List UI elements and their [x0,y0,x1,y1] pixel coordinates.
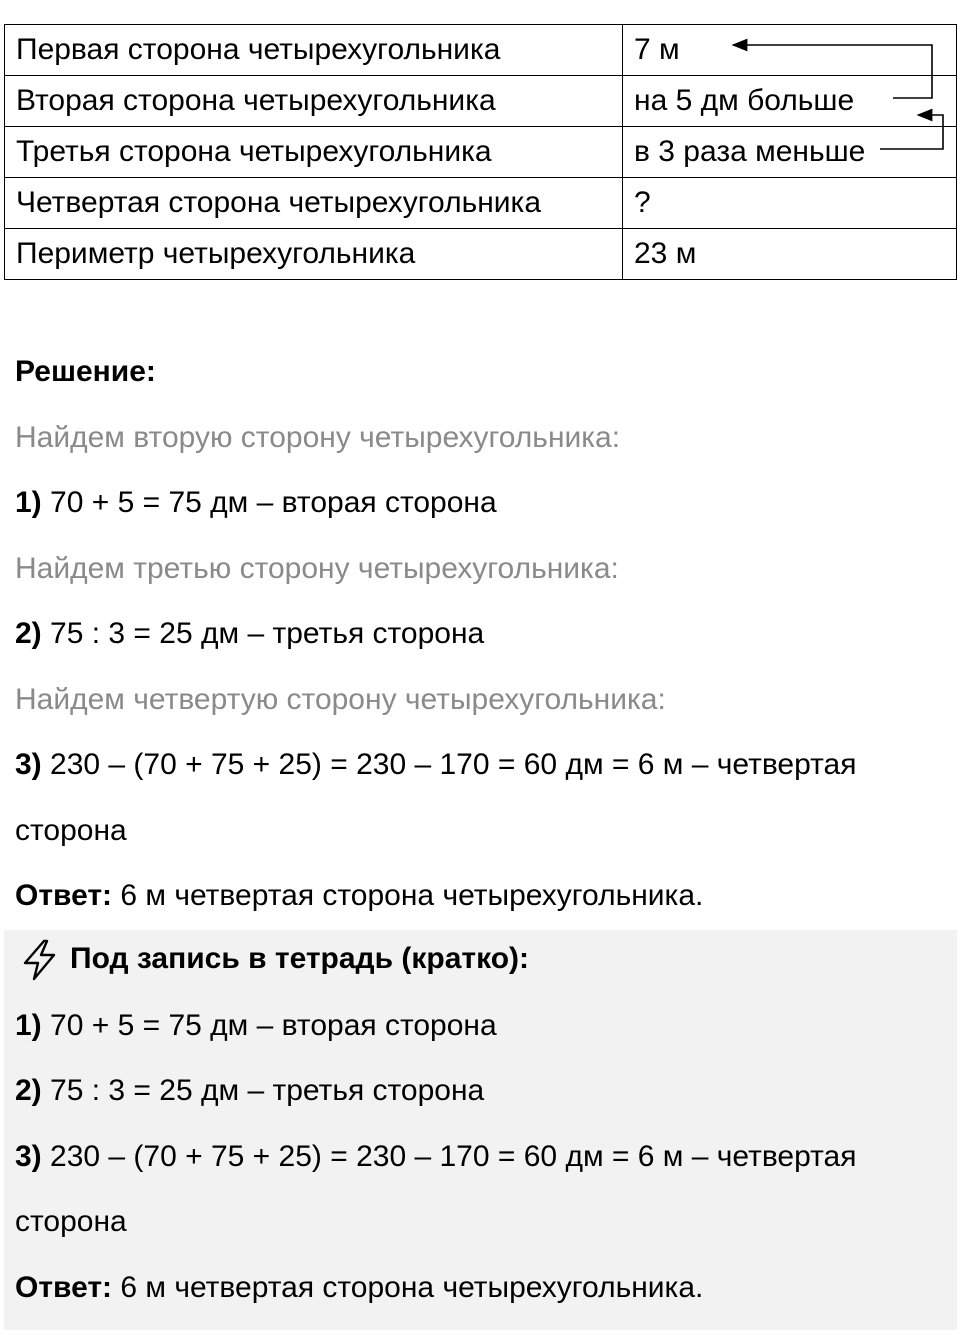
step-number: 3) [15,748,42,781]
table-row [5,178,957,229]
solution-hint-3: Найдем четвертую сторону четырехугольника: [15,683,666,716]
step-text: 70 + 5 = 75 дм – вторая сторона [41,1009,497,1042]
condition-table [4,24,957,282]
row-value: 7 м [623,25,957,76]
solution-step-3-continued: сторона [15,814,127,847]
solution-answer [15,876,703,916]
step-text: 230 – (70 + 75 + 25) = 230 – 170 = 60 дм = 6 м – четвертая [41,748,857,781]
step-number: 1) [15,1009,42,1042]
summary-answer [15,1268,703,1308]
answer-label: Ответ: [15,879,113,912]
lightning-icon [17,938,61,982]
solution-step-1 [15,483,497,523]
answer-text: 6 м четвертая сторона четырехугольника. [112,1271,704,1304]
table-row [5,76,957,127]
table-row [5,229,957,280]
summary-step-2 [15,1071,484,1111]
answer-text: 6 м четвертая сторона четырехугольника. [112,879,704,912]
row-label: Первая сторона четырехугольника [5,25,623,76]
summary-step-3-continued: сторона [15,1205,127,1238]
summary-heading: Под запись в тетрадь (кратко): [70,942,530,975]
row-value: в 3 раза меньше [623,127,957,178]
row-label: Третья сторона четырехугольника [5,127,623,178]
row-value: 23 м [623,229,957,280]
step-text: 70 + 5 = 75 дм – вторая сторона [41,486,497,519]
table-row [5,25,957,76]
row-value: ? [623,178,957,229]
summary-step-3 [15,1137,856,1177]
row-label: Периметр четырехугольника [5,229,623,280]
solution-hint-2: Найдем третью сторону четырехугольника: [15,552,619,585]
step-text: 75 : 3 = 25 дм – третья сторона [41,617,485,650]
solution-heading: Решение: [15,355,156,388]
step-number: 2) [15,617,42,650]
table-row [5,127,957,178]
step-number: 2) [15,1074,42,1107]
row-label: Четвертая сторона четырехугольника [5,178,623,229]
summary-step-1 [15,1006,497,1046]
solution-step-2 [15,614,484,654]
answer-label: Ответ: [15,1271,113,1304]
step-number: 3) [15,1140,42,1173]
condition-table-grid [4,24,957,280]
row-label: Вторая сторона четырехугольника [5,76,623,127]
solution-step-3 [15,745,856,785]
solution-hint-1: Найдем вторую сторону четырехугольника: [15,421,621,454]
step-text: 75 : 3 = 25 дм – третья сторона [41,1074,485,1107]
step-number: 1) [15,486,42,519]
step-text: 230 – (70 + 75 + 25) = 230 – 170 = 60 дм = 6 м – четвертая [41,1140,857,1173]
notebook-summary [4,930,957,1330]
row-value: на 5 дм больше [623,76,957,127]
